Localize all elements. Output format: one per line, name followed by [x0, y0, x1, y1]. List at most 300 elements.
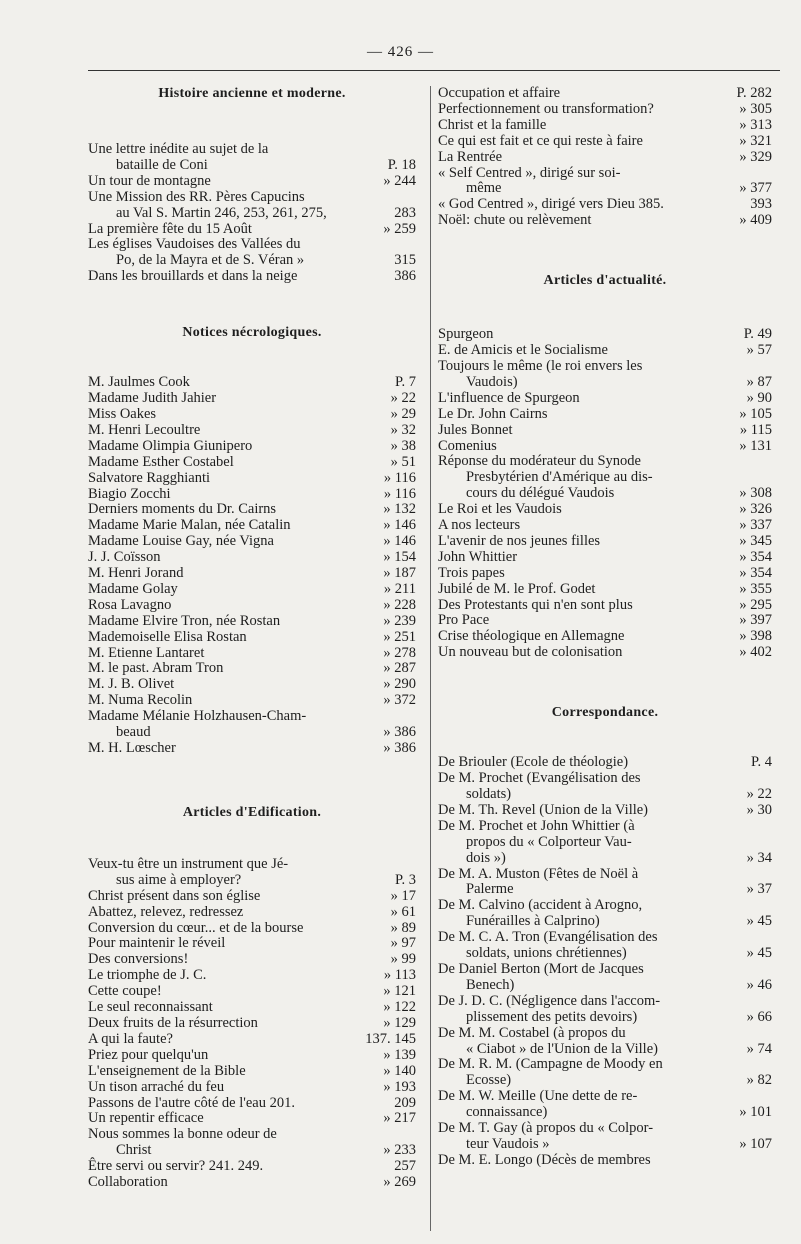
- index-entry: [88, 237, 416, 269]
- entry-page: P. 4: [751, 754, 772, 771]
- entry-title-line: « Ciabot » de l'Union de la Ville): [466, 1040, 658, 1057]
- entry-title-line: Un tour de montagne: [88, 172, 211, 189]
- entry-title-line: De M. Calvino (accident à Arogno,: [438, 897, 643, 914]
- section: [438, 273, 772, 661]
- entry-page: 209: [394, 1094, 416, 1111]
- entry-title: [438, 629, 735, 645]
- index-entry: [438, 150, 772, 166]
- index-entry: [88, 1000, 416, 1016]
- entry-title-line: cours du délégué Vaudois: [466, 485, 615, 502]
- index-entry: [88, 630, 416, 646]
- entry-title-line: Jules Bonnet: [438, 421, 513, 438]
- index-entry: [88, 709, 416, 741]
- entry-title-line: Madame Elvire Tron, née Rostan: [88, 612, 281, 629]
- entry-page: » 29: [390, 405, 416, 422]
- entry-title-line: Madame Judith Jahier: [88, 390, 217, 407]
- entry-title-line: Perfectionnement ou transformation?: [438, 100, 654, 117]
- entry-page: » 116: [383, 485, 416, 502]
- section: [88, 325, 416, 757]
- index-entry: [438, 359, 772, 391]
- index-entry: [88, 889, 416, 905]
- entry-title: [88, 534, 379, 550]
- index-entry: [88, 1032, 416, 1048]
- entry-page: » 89: [390, 919, 416, 936]
- entry-title-line: Presbytérien d'Amérique au dis-: [466, 469, 653, 486]
- entry-page: » 146: [383, 533, 416, 550]
- entry-title: [88, 375, 391, 391]
- entry-title-line: La première fête du 15 Août: [88, 220, 252, 237]
- index-entry: [88, 905, 416, 921]
- index-entry: [88, 582, 416, 598]
- index-entry: [438, 930, 772, 962]
- entry-title-line: De M. Th. Revel (Union de la Ville): [438, 801, 649, 818]
- index-entry: [88, 741, 416, 757]
- section: [438, 705, 772, 1169]
- entry-title-line: A qui la faute?: [88, 1030, 173, 1047]
- index-entry: [88, 423, 416, 439]
- entry-title: [88, 741, 379, 757]
- entry-page: P. 49: [743, 326, 772, 343]
- entry-page: 315: [394, 252, 416, 269]
- index-entry: [88, 1064, 416, 1080]
- entry-title: [438, 423, 736, 439]
- entry-page: P. 3: [395, 871, 416, 888]
- entry-title-line: De M. R. M. (Campagne de Moody en: [438, 1056, 663, 1073]
- entry-title: [88, 269, 390, 285]
- entry-title-line: Nous sommes la bonne odeur de: [88, 1126, 277, 1143]
- entry-page: » 345: [739, 532, 772, 549]
- column-divider: [430, 86, 431, 1231]
- entry-page: P. 18: [387, 156, 416, 173]
- entry-page: » 121: [383, 983, 416, 1000]
- entry-title: [88, 1048, 379, 1064]
- section-heading: Histoire ancienne et moderne.: [158, 86, 346, 101]
- entry-title-line: Jubilé de M. le Prof. Godet: [438, 580, 596, 597]
- index-entry: [438, 391, 772, 407]
- entry-page: » 308: [739, 485, 772, 502]
- entry-title-line: Palerme: [466, 881, 514, 898]
- index-entry: [438, 1121, 772, 1153]
- index-entry: [88, 1159, 416, 1175]
- entry-page: » 129: [383, 1014, 416, 1031]
- index-entry: [438, 343, 772, 359]
- entry-title: [438, 391, 743, 407]
- entry-title-line: Le Roi et les Vaudois: [438, 501, 562, 518]
- index-entry: [88, 598, 416, 614]
- entry-page: » 122: [383, 999, 416, 1016]
- index-entry: [88, 190, 416, 222]
- entry-title-line: Christ présent dans son église: [88, 887, 261, 904]
- entry-page: » 90: [746, 389, 772, 406]
- entry-page: » 269: [383, 1174, 416, 1191]
- index-entry: [88, 502, 416, 518]
- entry-page: » 386: [383, 724, 416, 741]
- index-entry: [88, 1127, 416, 1159]
- index-entry: [88, 269, 416, 285]
- entry-title-line: Le triomphe de J. C.: [88, 967, 207, 984]
- section: [88, 86, 416, 285]
- index-entry: [438, 962, 772, 994]
- entry-title: [88, 1175, 379, 1191]
- entry-title: [88, 1127, 379, 1159]
- entry-title: [88, 1096, 390, 1112]
- entry-title-line: L'avenir de nos jeunes filles: [438, 532, 601, 549]
- entry-title-line: bataille de Coni: [116, 156, 208, 173]
- entry-title-line: au Val S. Martin 246, 253, 261, 275,: [116, 204, 327, 221]
- entry-title-line: Spurgeon: [438, 326, 494, 343]
- entry-title: [88, 936, 387, 952]
- entry-page: » 295: [739, 596, 772, 613]
- entry-title-line: Occupation et affaire: [438, 85, 561, 101]
- entry-page: » 313: [739, 116, 772, 133]
- entry-title-line: Des conversions!: [88, 951, 189, 968]
- entry-title-line: Réponse du modérateur du Synode: [438, 453, 641, 470]
- index-entry: [438, 819, 772, 867]
- entry-page: » 278: [383, 644, 416, 661]
- entry-title-line: Funérailles à Calprino): [466, 913, 600, 930]
- entry-title-line: Des Protestants qui n'en sont plus: [438, 596, 633, 613]
- entry-title: [88, 455, 387, 471]
- entry-title: [438, 803, 743, 819]
- entry-title: [88, 598, 379, 614]
- section: [88, 805, 416, 1191]
- entry-page: » 82: [746, 1072, 772, 1089]
- entry-page: » 115: [739, 421, 772, 438]
- entry-page: » 287: [383, 660, 416, 677]
- entry-page: P. 282: [736, 85, 772, 101]
- entry-title-line: Dans les brouillards et dans la neige: [88, 268, 298, 285]
- index-entry: [438, 86, 772, 102]
- entry-title-line: connaissance): [466, 1104, 548, 1121]
- entry-page: » 146: [383, 517, 416, 534]
- entry-title-line: Un nouveau but de colonisation: [438, 644, 623, 661]
- entry-title: [438, 582, 735, 598]
- entry-title-line: Mademoiselle Elisa Rostan: [88, 628, 247, 645]
- entry-title-line: Madame Olimpia Giunipero: [88, 437, 253, 454]
- entry-title: [88, 237, 390, 269]
- entry-page: » 372: [383, 692, 416, 709]
- entry-title-line: Rosa Lavagno: [88, 596, 172, 613]
- entry-title: [88, 487, 380, 503]
- index-entry: [88, 968, 416, 984]
- entry-title-line: Un tison arraché du feu: [88, 1078, 225, 1095]
- entry-page: » 74: [746, 1040, 772, 1057]
- entry-page: » 228: [383, 596, 416, 613]
- entry-title: [438, 118, 735, 134]
- entry-page: » 45: [746, 913, 772, 930]
- entry-title: [88, 1064, 379, 1080]
- index-entry: [88, 391, 416, 407]
- entry-title: [438, 134, 735, 150]
- index-entry: [438, 771, 772, 803]
- entry-title: [438, 1026, 743, 1058]
- entry-page: » 337: [739, 517, 772, 534]
- entry-title: [438, 407, 735, 423]
- entry-page: » 34: [746, 849, 772, 866]
- entry-title-line: De M. C. A. Tron (Evangélisation des: [438, 929, 658, 946]
- entry-title-line: Ecosse): [466, 1072, 512, 1089]
- index-entry: [438, 598, 772, 614]
- index-entry: [438, 1057, 772, 1089]
- entry-title: [88, 921, 387, 937]
- index-entry: [88, 1080, 416, 1096]
- index-entry: [438, 197, 772, 213]
- entry-title: [88, 471, 380, 487]
- entry-title-line: L'influence de Spurgeon: [438, 389, 580, 406]
- entry-page: 257: [394, 1158, 416, 1175]
- entry-page: » 398: [739, 628, 772, 645]
- entry-title-line: De Briouler (Ecole de théologie): [438, 754, 629, 771]
- entry-page: » 211: [383, 580, 416, 597]
- entry-page: » 32: [390, 421, 416, 438]
- entry-title: [88, 407, 387, 423]
- entry-title-line: J. J. Coïsson: [88, 549, 161, 566]
- index-entry: [438, 582, 772, 598]
- entry-title: [88, 391, 387, 407]
- entry-page: » 187: [383, 565, 416, 582]
- entry-page: » 99: [390, 951, 416, 968]
- entry-page: » 22: [746, 786, 772, 802]
- entry-title-line: De M. A. Muston (Fêtes de Noël à: [438, 865, 639, 882]
- entry-title-line: Veux-tu être un instrument que Jé-: [88, 855, 289, 872]
- entry-page: 283: [394, 204, 416, 221]
- entry-title: [438, 343, 743, 359]
- index-entry: [88, 646, 416, 662]
- entry-page: » 251: [383, 628, 416, 645]
- entry-title-line: Madame Esther Costabel: [88, 453, 234, 470]
- entry-title-line: Une Mission des RR. Pères Capucins: [88, 188, 305, 205]
- entry-title-line: De M. W. Meille (Une dette de re-: [438, 1088, 638, 1105]
- entry-page: » 51: [390, 453, 416, 470]
- entry-title: [88, 952, 387, 968]
- entry-title-line: même: [466, 180, 502, 197]
- entry-title: [88, 661, 379, 677]
- entry-title: [88, 984, 379, 1000]
- entry-title-line: De M. M. Costabel (à propos du: [438, 1024, 626, 1041]
- index-entry: [88, 661, 416, 677]
- top-rule: [88, 70, 780, 71]
- entry-title-line: Conversion du cœur... et de la bourse: [88, 919, 304, 936]
- entry-page: » 326: [739, 501, 772, 518]
- index-entry: [438, 1089, 772, 1121]
- index-entry: [438, 102, 772, 118]
- entry-title-line: A nos lecteurs: [438, 517, 521, 534]
- index-entry: [88, 1016, 416, 1032]
- index-entry: [88, 952, 416, 968]
- entry-page: 137. 145: [365, 1030, 416, 1047]
- entry-page: » 107: [739, 1135, 772, 1152]
- entry-page: » 239: [383, 612, 416, 629]
- entry-title: [438, 454, 735, 502]
- entry-title-line: Être servi ou servir? 241. 249.: [88, 1158, 264, 1175]
- entry-page: » 386: [383, 740, 416, 756]
- entry-title: [88, 222, 379, 238]
- entry-page: » 46: [746, 976, 772, 993]
- entry-title-line: E. de Amicis et le Socialisme: [438, 342, 608, 359]
- index-entry: [88, 1096, 416, 1112]
- index-entry: [438, 534, 772, 550]
- index-entry: [88, 455, 416, 471]
- entry-title-line: M. J. B. Olivet: [88, 676, 175, 693]
- entry-title-line: Deux fruits de la résurrection: [88, 1014, 258, 1031]
- index-entry: [438, 213, 772, 229]
- entry-title: [88, 709, 379, 741]
- section-heading: Correspondance.: [551, 705, 659, 721]
- entry-title: [438, 1121, 735, 1153]
- entry-title-line: De M. E. Longo (Décès de membres: [438, 1151, 651, 1168]
- entry-title: [438, 518, 735, 534]
- index-entry: [88, 407, 416, 423]
- right-column: [438, 86, 772, 1169]
- entry-page: » 329: [739, 148, 772, 165]
- index-entry: [88, 1048, 416, 1064]
- entry-title: [88, 1016, 379, 1032]
- entry-title: [88, 857, 391, 889]
- entry-page: » 402: [739, 644, 772, 661]
- index-entry: [88, 566, 416, 582]
- entry-title-line: Benech): [466, 976, 515, 993]
- entry-title-line: Christ: [116, 1142, 152, 1159]
- page-number: — 426 —: [367, 44, 434, 60]
- entry-title: [88, 582, 380, 598]
- index-entry: [438, 994, 772, 1026]
- entry-title: [438, 197, 746, 213]
- entry-title-line: Noël: chute ou relèvement: [438, 212, 592, 229]
- entry-title-line: M. le past. Abram Tron: [88, 660, 224, 677]
- entry-title: [438, 598, 735, 614]
- entry-title-line: teur Vaudois »: [466, 1135, 550, 1152]
- index-entry: [88, 693, 416, 709]
- index-entry: [438, 755, 772, 771]
- entry-title: [88, 518, 379, 534]
- entry-page: » 101: [739, 1104, 772, 1121]
- entry-page: » 105: [739, 405, 772, 422]
- entry-title: [438, 867, 743, 899]
- entry-title: [438, 1057, 743, 1089]
- entry-page: » 30: [746, 801, 772, 818]
- entry-title-line: Christ et la famille: [438, 116, 547, 133]
- entry-title: [438, 327, 740, 343]
- left-column: [88, 86, 416, 1191]
- entry-title: [88, 677, 379, 693]
- index-entry: [88, 534, 416, 550]
- index-entry: [438, 550, 772, 566]
- entry-page: » 22: [390, 390, 416, 407]
- entry-title-line: « God Centred », dirigé vers Dieu 385.: [438, 196, 664, 213]
- entry-title-line: L'enseignement de la Bible: [88, 1062, 246, 1079]
- entry-page: » 244: [383, 172, 416, 189]
- entry-page: » 397: [739, 612, 772, 629]
- index-entry: [438, 407, 772, 423]
- index-entry: [438, 1026, 772, 1058]
- entry-page: » 259: [383, 220, 416, 237]
- entry-title-line: Passons de l'autre côté de l'eau 201.: [88, 1094, 295, 1111]
- entry-title: [438, 359, 743, 391]
- index-entry: [438, 502, 772, 518]
- entry-page: » 290: [383, 676, 416, 693]
- entry-title: [438, 755, 747, 771]
- entry-title-line: plissement des petits devoirs): [466, 1008, 638, 1025]
- entry-title-line: De Daniel Berton (Mort de Jacques: [438, 960, 644, 977]
- index-entry: [88, 439, 416, 455]
- entry-title-line: De M. T. Gay (à propos du « Colpor-: [438, 1120, 654, 1137]
- entry-title-line: sus aime à employer?: [116, 871, 242, 888]
- entry-title-line: M. H. Lœscher: [88, 740, 176, 756]
- entry-title-line: De J. D. C. (Négligence dans l'accom-: [438, 992, 661, 1009]
- entry-title-line: Les églises Vaudoises des Vallées du: [88, 236, 301, 253]
- entry-title: [438, 502, 735, 518]
- index-entry: [88, 174, 416, 190]
- entry-page: » 354: [739, 548, 772, 565]
- entry-title: [88, 423, 387, 439]
- entry-title: [438, 439, 735, 455]
- entry-title: [438, 962, 743, 994]
- entry-title-line: propos du « Colporteur Vau-: [466, 833, 632, 850]
- index-entry: [88, 471, 416, 487]
- index-entry: [88, 222, 416, 238]
- index-entry: [88, 984, 416, 1000]
- entry-page: » 409: [739, 212, 772, 229]
- index-entry: [438, 454, 772, 502]
- index-entry: [438, 118, 772, 134]
- entry-title-line: De M. Prochet et John Whittier (à: [438, 817, 635, 834]
- entry-page: » 217: [383, 1110, 416, 1127]
- entry-title-line: Biagio Zocchi: [88, 485, 171, 502]
- entry-title: [88, 1111, 379, 1127]
- entry-page: » 154: [383, 549, 416, 566]
- entry-title-line: Madame Mélanie Holzhausen-Cham-: [88, 708, 307, 725]
- entry-title: [88, 905, 387, 921]
- entry-page: » 97: [390, 935, 416, 952]
- entry-title-line: Collaboration: [88, 1174, 168, 1191]
- entry-title-line: Madame Louise Gay, née Vigna: [88, 533, 274, 550]
- entry-title-line: Abattez, relevez, redressez: [88, 903, 244, 920]
- entry-title-line: Ce qui est fait et ce qui reste à faire: [438, 132, 643, 149]
- entry-title: [438, 166, 735, 198]
- entry-page: » 193: [383, 1078, 416, 1095]
- entry-title: [88, 142, 384, 174]
- entry-title: [88, 502, 379, 518]
- index-entry: [88, 614, 416, 630]
- section-heading: Articles d'Edification.: [182, 804, 322, 820]
- entry-title-line: M. Henri Jorand: [88, 565, 184, 582]
- entry-title: [88, 614, 379, 630]
- entry-title: [438, 819, 743, 867]
- entry-title: [88, 646, 379, 662]
- entry-title: [88, 174, 379, 190]
- entry-page: » 233: [383, 1142, 416, 1159]
- entry-page: » 321: [739, 132, 772, 149]
- section-heading: Articles d'actualité.: [543, 273, 667, 289]
- entry-title: [438, 534, 735, 550]
- index-entry: [438, 166, 772, 198]
- entry-title: [88, 968, 380, 984]
- index-entry: [438, 1153, 772, 1169]
- entry-title: [438, 550, 735, 566]
- entry-title-line: Cette coupe!: [88, 983, 162, 1000]
- entry-title: [88, 1000, 379, 1016]
- entry-title: [88, 889, 387, 905]
- entry-page: » 355: [739, 580, 772, 597]
- index-entry: [438, 518, 772, 534]
- entry-title: [88, 1032, 361, 1048]
- index-entry: [88, 1175, 416, 1191]
- index-entry: [438, 898, 772, 930]
- index-entry: [88, 550, 416, 566]
- entry-title: [88, 566, 379, 582]
- index-entry: [88, 375, 416, 391]
- entry-title-line: Le seul reconnaissant: [88, 999, 213, 1016]
